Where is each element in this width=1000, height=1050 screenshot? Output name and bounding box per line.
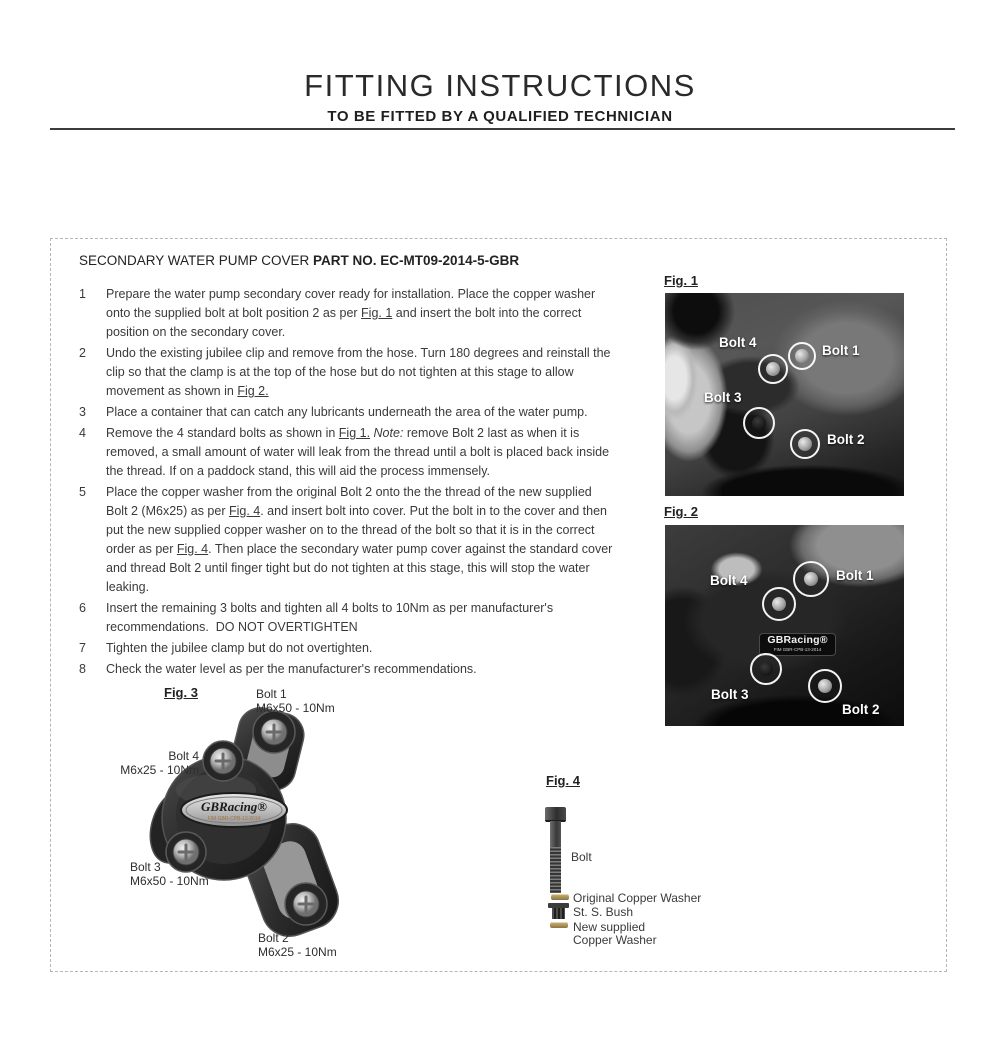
step-text-segment: Check the water level as per the manufacturer's recommendations. — [106, 662, 477, 676]
fig1-bolt1-label: Bolt 1 — [822, 343, 860, 358]
bolt-head-1 — [261, 719, 287, 745]
product-title: SECONDARY WATER PUMP COVER — [79, 253, 314, 268]
step-number: 8 — [79, 662, 86, 676]
step-text-segment: and insert the bolt into the correct position on the secondary cover. — [106, 306, 585, 339]
step-text-segment: Tighten the jubilee clamp but do not overtighten. — [106, 641, 373, 655]
step-text — [106, 344, 614, 401]
gbracing-logo-plate — [759, 633, 836, 656]
gbracing-logo-subtext: FIM GBR-CPB-13-2014 — [773, 647, 822, 652]
fig4-bolt-head — [545, 807, 566, 822]
fig2-bolt4-label: Bolt 4 — [710, 573, 748, 588]
fig3-bolt1-name: Bolt 1 — [256, 687, 287, 701]
fig1-bolt4-label: Bolt 4 — [719, 335, 757, 350]
fig2-photo — [665, 525, 904, 726]
instruction-step — [79, 424, 619, 481]
step-text — [106, 599, 614, 637]
fig2-bolt3-circle — [750, 653, 782, 685]
step-text-segment: Note: — [373, 426, 404, 440]
fig4-washer2-label-line1: New supplied — [573, 920, 646, 934]
fig1-bolt3-stud — [752, 416, 766, 430]
step-text — [106, 639, 614, 658]
fig3-bolt2-spec: M6x25 - 10Nm — [258, 945, 337, 959]
fig1-bolt4-circle — [758, 354, 788, 384]
step-text-segment: Place the copper washer from the original Bolt 2 onto the the thread of the new supplied Bolt 2 (M6x25) as per — [106, 485, 596, 518]
fig4-caption: Fig. 4 — [546, 773, 580, 788]
instruction-step — [79, 599, 619, 637]
section-title — [79, 253, 519, 268]
step-text-segment: . Then place the secondary water pump cover against the standard cover and thread Bolt 2 until finger tight but do not tighten at this stage, this will stop the water leaking. — [106, 542, 616, 594]
step-number: 5 — [79, 485, 86, 499]
figure-reference: Fig. 4 — [176, 542, 209, 556]
step-number: 1 — [79, 287, 86, 301]
fig4-new-copper-washer — [550, 922, 568, 928]
part-number: PART NO. EC-MT09-2014-5-GBR — [313, 253, 520, 268]
figure-reference: Fig 2. — [237, 384, 269, 398]
fig2-bolt4-stud — [772, 597, 786, 611]
instruction-step — [79, 403, 619, 422]
fig2-bolt3-label: Bolt 3 — [711, 687, 749, 702]
step-text-segment: Insert the remaining 3 bolts and tighten all 4 bolts to 10Nm as per manufacturer's recommendations. DO NOT OVERTIGHTEN — [106, 601, 557, 634]
fig1-bolt1-circle — [788, 342, 816, 370]
step-number: 2 — [79, 346, 86, 360]
instruction-step — [79, 344, 619, 401]
step-text-segment: . and insert bolt into cover. Put the bolt in to the cover and then put the new supplied copper washer on to the thread of the bolt so that it is in the correct order as per — [106, 504, 611, 556]
fig1-bolt3-label: Bolt 3 — [704, 390, 742, 405]
fig3-bolt3-label — [130, 860, 209, 888]
step-text-segment: remove Bolt 2 last as when it is removed, a small amount of water will leak from the thread until a bolt is placed back inside the thread. If on a paddock stand, this will aid the process immensely. — [106, 426, 613, 478]
fig2-bolt4-circle — [762, 587, 796, 621]
step-text — [106, 403, 614, 422]
bolt-head-4 — [210, 748, 236, 774]
figure-reference: Fig. 1 — [361, 306, 393, 320]
fig1-caption: Fig. 1 — [664, 273, 698, 288]
fig2-bolt2-label: Bolt 2 — [842, 702, 880, 717]
figure-reference: Fig. 4 — [228, 504, 261, 518]
fig1-bolt2-stud — [798, 437, 812, 451]
fig3-logo-subtext: FIM GBR-CPB-13-2014 — [207, 816, 261, 822]
step-text — [106, 424, 614, 481]
fig4-bolt-shaft — [550, 821, 561, 847]
fig3-bolt4-name: Bolt 4 — [168, 749, 199, 763]
fig1-bolt2-label: Bolt 2 — [827, 432, 865, 447]
step-number: 7 — [79, 641, 86, 655]
water-pump-cover-diagram — [146, 704, 346, 944]
fig1-bolt1-stud — [795, 349, 809, 363]
fig1-bolt4-stud — [766, 362, 780, 376]
step-text-segment: Prepare the water pump secondary cover ready for installation. Place the copper washer onto the supplied bolt at bolt position 2 as per — [106, 287, 599, 320]
fig1-bolt3-circle — [743, 407, 775, 439]
fig3-bolt4-label — [109, 749, 199, 777]
page-title: FITTING INSTRUCTIONS — [304, 68, 696, 103]
fig1-photo — [665, 293, 904, 496]
page-header — [20, 68, 980, 125]
fig3-bolt2-name: Bolt 2 — [258, 931, 289, 945]
fig4-washer1-label: Original Copper Washer — [573, 891, 702, 905]
fig4-bush-label: St. S. Bush — [573, 905, 634, 919]
fig2-bolt2-circle — [808, 669, 842, 703]
fig4-bolt-label: Bolt — [571, 850, 592, 864]
instruction-step — [79, 660, 619, 679]
steps-list — [79, 285, 619, 681]
fig4-bush-body — [552, 908, 565, 919]
gbracing-logo-text: GBRacing® — [767, 634, 828, 646]
step-number: 6 — [79, 601, 86, 615]
header-divider — [50, 128, 955, 130]
fig2-caption: Fig. 2 — [664, 504, 698, 519]
fig3-logo-text: GBRacing® — [200, 799, 268, 814]
fig3-bolt3-spec: M6x50 - 10Nm — [130, 874, 209, 888]
fig4-bolt-threads — [550, 847, 561, 893]
step-text — [106, 285, 614, 342]
step-text — [106, 483, 614, 597]
instruction-step — [79, 483, 619, 597]
fig3-bolt1-label — [256, 687, 335, 715]
fig1-bolt2-circle — [790, 429, 820, 459]
fig3-bolt3-name: Bolt 3 — [130, 860, 161, 874]
step-number: 3 — [79, 405, 86, 419]
fig3-bolt1-spec: M6x50 - 10Nm — [256, 701, 335, 715]
instruction-step — [79, 639, 619, 658]
step-text-segment: Undo the existing jubilee clip and remove from the hose. Turn 180 degrees and reinstall the clip so that the clamp is at the top of the hose but do not tighten at this stage to allow movement as shown in — [106, 346, 614, 398]
bolt-head-2 — [293, 891, 319, 917]
fig2-bolt3-stud — [759, 662, 773, 676]
step-text-segment: Remove the 4 standard bolts as shown in — [106, 426, 339, 440]
fig3-logo-plate — [181, 793, 287, 827]
figure-reference: Fig 1. — [338, 426, 371, 440]
instructions-panel — [50, 238, 947, 972]
fig2-bolt1-circle — [793, 561, 829, 597]
fig2-bolt1-label: Bolt 1 — [836, 568, 874, 583]
page-subtitle: TO BE FITTED BY A QUALIFIED TECHNICIAN — [327, 108, 673, 125]
fig2-bolt2-stud — [818, 679, 832, 693]
instruction-step — [79, 285, 619, 342]
fig2-bolt1-stud — [804, 572, 818, 586]
step-number: 4 — [79, 426, 86, 440]
fig3-caption: Fig. 3 — [164, 685, 198, 700]
step-text — [106, 660, 614, 679]
fig3-bolt2-label — [258, 931, 337, 959]
fig4-washer2-label-line2: Copper Washer — [573, 933, 657, 947]
step-text-segment: Place a container that can catch any lubricants underneath the area of the water pump. — [106, 405, 588, 419]
fig3-bolt4-spec: M6x25 - 10Nm — [120, 763, 199, 777]
fig4-original-copper-washer — [551, 894, 569, 900]
